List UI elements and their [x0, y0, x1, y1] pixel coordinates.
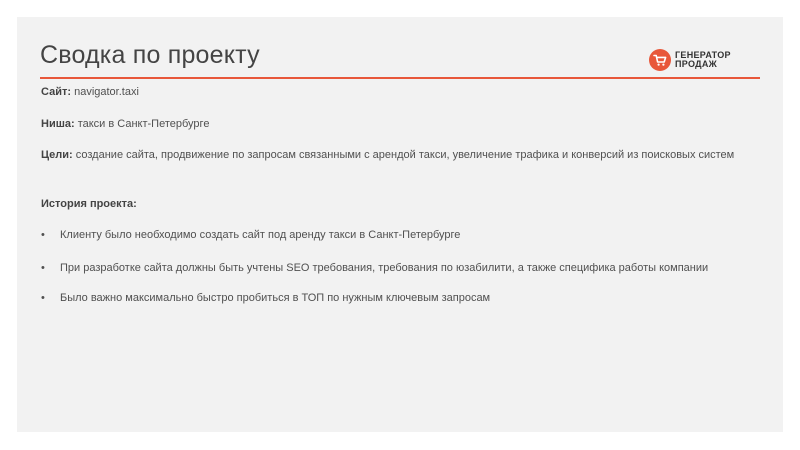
list-item-text: При разработке сайта должны быть учтены SEO требования, требования по юзабилити, а также специфика работы компании — [60, 262, 709, 274]
goals-row — [41, 147, 741, 164]
goals-value: создание сайта, продвижение по запросам связанными с арендой такси, увеличение трафика и конверсий из поисковых систем — [75, 149, 735, 161]
brand-logo — [649, 47, 731, 73]
site-row — [41, 84, 741, 101]
bullet-icon: • — [41, 229, 45, 241]
goals-label: Цели: — [41, 149, 73, 161]
niche-label: Ниша: — [41, 118, 75, 130]
site-label: Сайт: — [41, 86, 72, 98]
shopping-cart-icon — [649, 49, 671, 71]
history-heading: История проекта: — [41, 198, 137, 210]
title-divider — [40, 77, 760, 79]
list-item-text: Клиенту было необходимо создать сайт под аренду такси в Санкт-Петербурге — [60, 229, 461, 241]
history-heading-row — [41, 196, 741, 213]
site-value: navigator.taxi — [74, 86, 139, 98]
page-title: Сводка по проекту — [40, 41, 260, 69]
niche-value: такси в Санкт-Петербурге — [77, 118, 210, 130]
niche-row — [41, 116, 741, 133]
bullet-icon: • — [41, 292, 45, 304]
slide — [17, 17, 783, 432]
logo-line-2: ПРОДАЖ — [675, 59, 718, 69]
list-item-text: Было важно максимально быстро пробиться в ТОП по нужным ключевым запросам — [60, 292, 491, 304]
logo-wordmark — [675, 51, 731, 69]
bullet-icon: • — [41, 262, 45, 274]
logo-line-1: ГЕНЕРАТОР — [675, 50, 731, 60]
